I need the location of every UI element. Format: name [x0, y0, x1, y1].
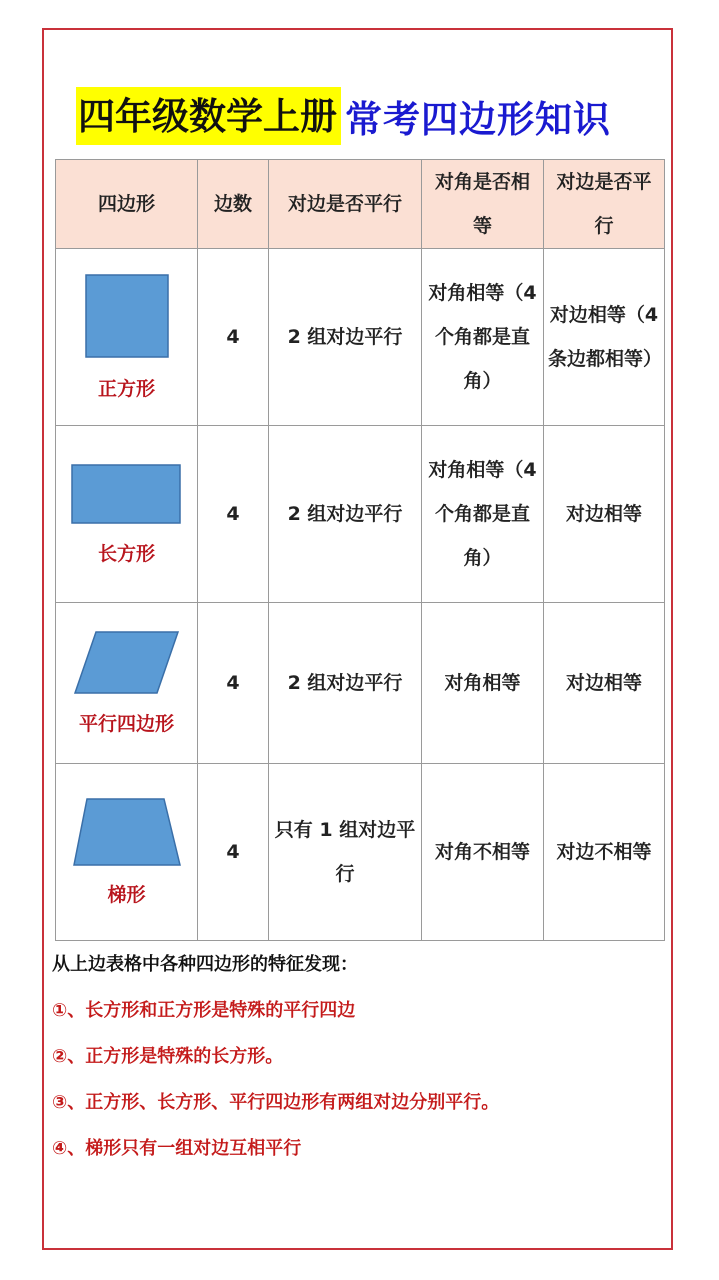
- parallel-cell: 2 组对边平行: [269, 603, 422, 764]
- parallel-cell: 只有 1 组对边平行: [269, 764, 422, 941]
- parallelogram-shape: [72, 630, 182, 696]
- table-row: [56, 603, 665, 764]
- sides-cell: 4: [198, 603, 269, 764]
- table-row: [56, 426, 665, 603]
- shape-name: 正方形: [97, 378, 155, 400]
- edges-cell: 对边相等（4 条边都相等）: [544, 249, 665, 426]
- header-parallel: 对边是否平行: [269, 160, 422, 249]
- rectangle-shape: [69, 462, 185, 526]
- title-highlight: 四年级数学上册: [76, 87, 341, 145]
- finding-item: ①、长方形和正方形是特殊的平行四边: [52, 1000, 356, 1021]
- angles-cell: 对角不相等: [422, 764, 544, 941]
- shape-name: 梯形: [107, 884, 146, 906]
- shape-name: 长方形: [97, 543, 155, 565]
- finding-item: ④、梯形只有一组对边互相平行: [52, 1138, 302, 1159]
- finding-item: ③、正方形、长方形、平行四边形有两组对边分别平行。: [52, 1092, 500, 1113]
- header-shape: 四边形: [56, 160, 198, 249]
- header-angles: 对角是否相等: [422, 160, 544, 249]
- parallel-cell: 2 组对边平行: [269, 249, 422, 426]
- shape-name: 平行四边形: [78, 713, 174, 735]
- sides-cell: 4: [198, 249, 269, 426]
- shape-cell: [56, 603, 198, 764]
- quadrilateral-table: [55, 159, 665, 941]
- shape-cell: [56, 249, 198, 426]
- table-header-row: [56, 160, 665, 249]
- findings-intro: 从上边表格中各种四边形的特征发现：: [52, 954, 358, 975]
- shape-cell: [56, 426, 198, 603]
- angles-cell: 对角相等: [422, 603, 544, 764]
- findings-section: [52, 952, 662, 1182]
- edges-cell: 对边相等: [544, 426, 665, 603]
- finding-item: ②、正方形是特殊的长方形。: [52, 1046, 284, 1067]
- angles-cell: 对角相等（4 个角都是直角）: [422, 426, 544, 603]
- angles-cell: 对角相等（4 个角都是直角）: [422, 249, 544, 426]
- header-sides: 边数: [198, 160, 269, 249]
- page-title: [76, 86, 611, 146]
- parallel-cell: 2 组对边平行: [269, 426, 422, 603]
- shape-cell: [56, 764, 198, 941]
- edges-cell: 对边不相等: [544, 764, 665, 941]
- edges-cell: 对边相等: [544, 603, 665, 764]
- square-shape: [77, 273, 177, 361]
- header-edges: 对边是否平行: [544, 160, 665, 249]
- sides-cell: 4: [198, 426, 269, 603]
- trapezoid-shape: [71, 797, 183, 867]
- table-row: [56, 764, 665, 941]
- table-row: [56, 249, 665, 426]
- title-rest: 常考四边形知识: [345, 97, 611, 141]
- sides-cell: 4: [198, 764, 269, 941]
